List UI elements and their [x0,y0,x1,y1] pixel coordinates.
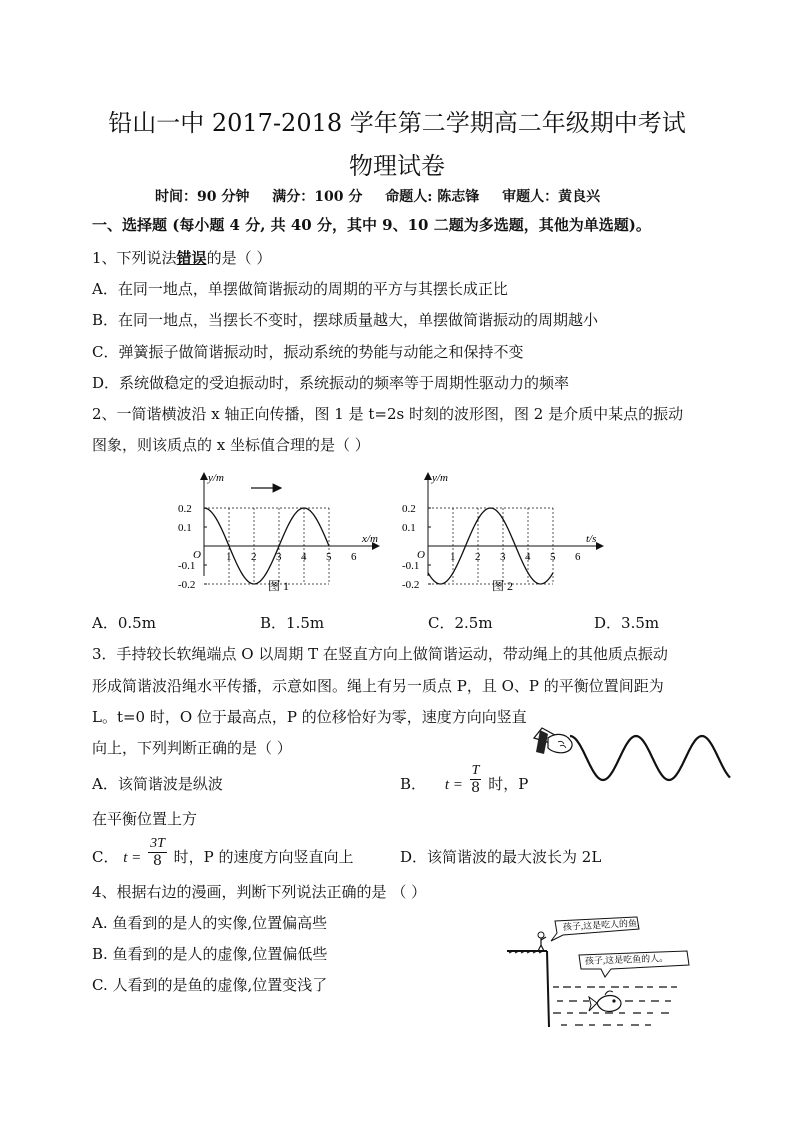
fig1-ytick-label: 0.2 [178,503,192,515]
q3-option-a: A．该简谐波是纵波 [92,775,223,793]
fig2-xtick-label: 5 [550,551,556,563]
q3-option-d: D．该简谐波的最大波长为 2L [400,848,602,866]
q3-stem-line1: 3．手持较长软绳端点 O 以周期 T 在竖直方向上做简谐运动，带动绳上的其他质点振动 [92,645,668,663]
exam-score: 满分：100 分 [272,189,363,205]
q1-stem-pre: 1、下列说法 [92,249,177,267]
q3-stem-line2: 形成简谐波沿绳水平传播，示意如图。绳上有另一质点 P，且 O、P 的平衡位置间距为 [92,677,664,695]
fig1-xtick-label: 1 [226,551,232,563]
q2-stem-line1: 2、一简谐横波沿 x 轴正向传播，图 1 是 t=2s 时刻的波形图，图 2 是介质中某点的振动 [92,405,684,423]
rope-wave [570,736,730,780]
exam-meta [155,186,618,206]
q3-option-c-fraction [148,836,167,869]
fig2-xtick-label: 6 [575,551,581,563]
q3-option-b [400,763,528,803]
q1-stem-emph: 错误 [176,249,207,267]
person-head-icon [538,932,544,938]
q1-option-a: A．在同一地点，单摆做简谐振动的周期的平方与其摆长成正比 [92,280,508,298]
q2-stem-line2: 图象，则该质点的 x 坐标值合理的是（ ） [92,436,370,454]
hand-rope-illustration [530,718,735,788]
fig2-ytick-label: 0.1 [402,522,416,534]
q3-option-b-continued: 在平衡位置上方 [92,810,198,828]
fig2-xtick-label: 4 [525,551,531,563]
q4-option-b: B. 鱼看到的是人的虚像,位置偏低些 [92,945,328,963]
fig2-xtick-label: 1 [450,551,456,563]
fig1-ylabel: y/m [208,472,224,484]
fig1-xtick-label: 5 [326,551,332,563]
q1-option-d: D．系统做稳定的受迫振动时，系统振动的频率等于周期性驱动力的频率 [92,374,570,392]
q1-option-c: C．弹簧振子做简谐振动时，振动系统的势能与动能之和保持不变 [92,343,524,361]
fig1-xtick-label: 3 [276,551,282,563]
q3-stem-line3: L。t=0 时，O 位于最高点，P 的位移恰好为零，速度方向向竖直 [92,708,527,726]
fig2-ytick-label: 0.2 [402,503,416,515]
q3-option-c-prefix: C． [92,848,119,866]
q1-option-b: B．在同一地点，当摆长不变时，摆球质量越大，单摆做简谐振动的周期越小 [92,311,599,329]
q3-option-c-t: t = [123,850,142,866]
fig1-xtick-label: 4 [301,551,307,563]
fig2-ylabel: y/m [432,472,448,484]
exam-author: 命题人: 陈志锋 [385,189,480,205]
q4-option-c: C. 人看到的是鱼的虚像,位置变浅了 [92,976,328,994]
exam-title: 铅山一中 2017-2018 学年第二学期高二年级期中考试 [108,109,686,137]
fig2-origin: O [417,549,425,561]
q2-option-c: C．2.5m [428,614,493,632]
q3-option-b-t: t = [444,777,463,793]
q3-stem-line4: 向上，下列判断正确的是（ ） [92,739,292,757]
fig1-xlabel: x/m [362,533,378,545]
q3-option-c-numerator: 3T [150,836,165,851]
q3-option-b-suffix: 时，P [488,775,529,793]
q3-option-c-suffix: 时，P 的速度方向竖直向上 [173,848,354,866]
cartoon-person-and-fish [505,905,695,1033]
exam-reviewer: 审题人：黄良兴 [502,189,601,205]
q3-option-c [92,836,354,876]
q1-stem-post: 的是（ ） [206,249,272,267]
q2-option-b: B．1.5m [260,614,325,632]
fig2-ytick-label: -0.1 [402,560,420,572]
fig2-xtick-label: 3 [500,551,506,563]
fig1-caption: 图 1 [268,579,290,593]
fig1-xtick-label: 2 [251,551,257,563]
fish-icon [597,996,621,1012]
fig1-ytick-label: 0.1 [178,522,192,534]
q2-option-d: D．3.5m [594,614,660,632]
q3-option-c-denominator: 8 [153,853,162,869]
q2-option-a: A．0.5m [92,614,156,632]
fish-fin-icon [605,991,613,995]
fish-eye-icon [612,999,615,1002]
bubble-2-text: 孩子,这是吃鱼的人。 [584,953,669,966]
exam-time: 时间：90 分钟 [155,189,250,205]
fig1-xtick-labels [226,551,357,563]
q3-option-b-fraction [470,763,482,796]
fig1-ytick-labels [178,503,207,591]
q3-option-b-denominator: 8 [471,780,480,796]
fig2-xtick-label: 2 [475,551,481,563]
fig2-ytick-label: -0.2 [402,579,420,591]
hand-shape [548,734,572,752]
fish-tail-icon [589,997,597,1011]
fig1-ytick-label: -0.2 [178,579,196,591]
q1-stem [92,247,271,268]
fig2-caption: 图 2 [492,579,514,593]
fig1-xtick-label: 6 [351,551,357,563]
fig2-ytick-labels [402,503,431,591]
section-heading: 一、选择题 (每小题 4 分, 共 40 分，其中 9、10 二题为多选题，其他为单选题)。 [92,216,651,234]
figure-1-wave-graph [176,468,386,598]
figure-2-vibration-graph [400,468,610,598]
fig2-xtick-labels [450,551,581,563]
fig1-origin: O [193,549,201,561]
q3-option-b-prefix: B． [400,775,427,793]
bank-wall [547,951,549,1027]
q4-option-a: A. 鱼看到的是人的实像,位置偏高些 [92,914,328,932]
fig1-ytick-label: -0.1 [178,560,196,572]
exam-subtitle: 物理试卷 [349,152,445,180]
bubble-1-text: 孩子,这是吃人的鱼, [562,918,640,932]
q3-option-b-numerator: T [471,763,480,778]
q4-stem: 4、根据右边的漫画，判断下列说法正确的是 （ ） [92,883,427,901]
fig2-xlabel: t/s [586,533,597,545]
person-body-icon [538,937,546,951]
